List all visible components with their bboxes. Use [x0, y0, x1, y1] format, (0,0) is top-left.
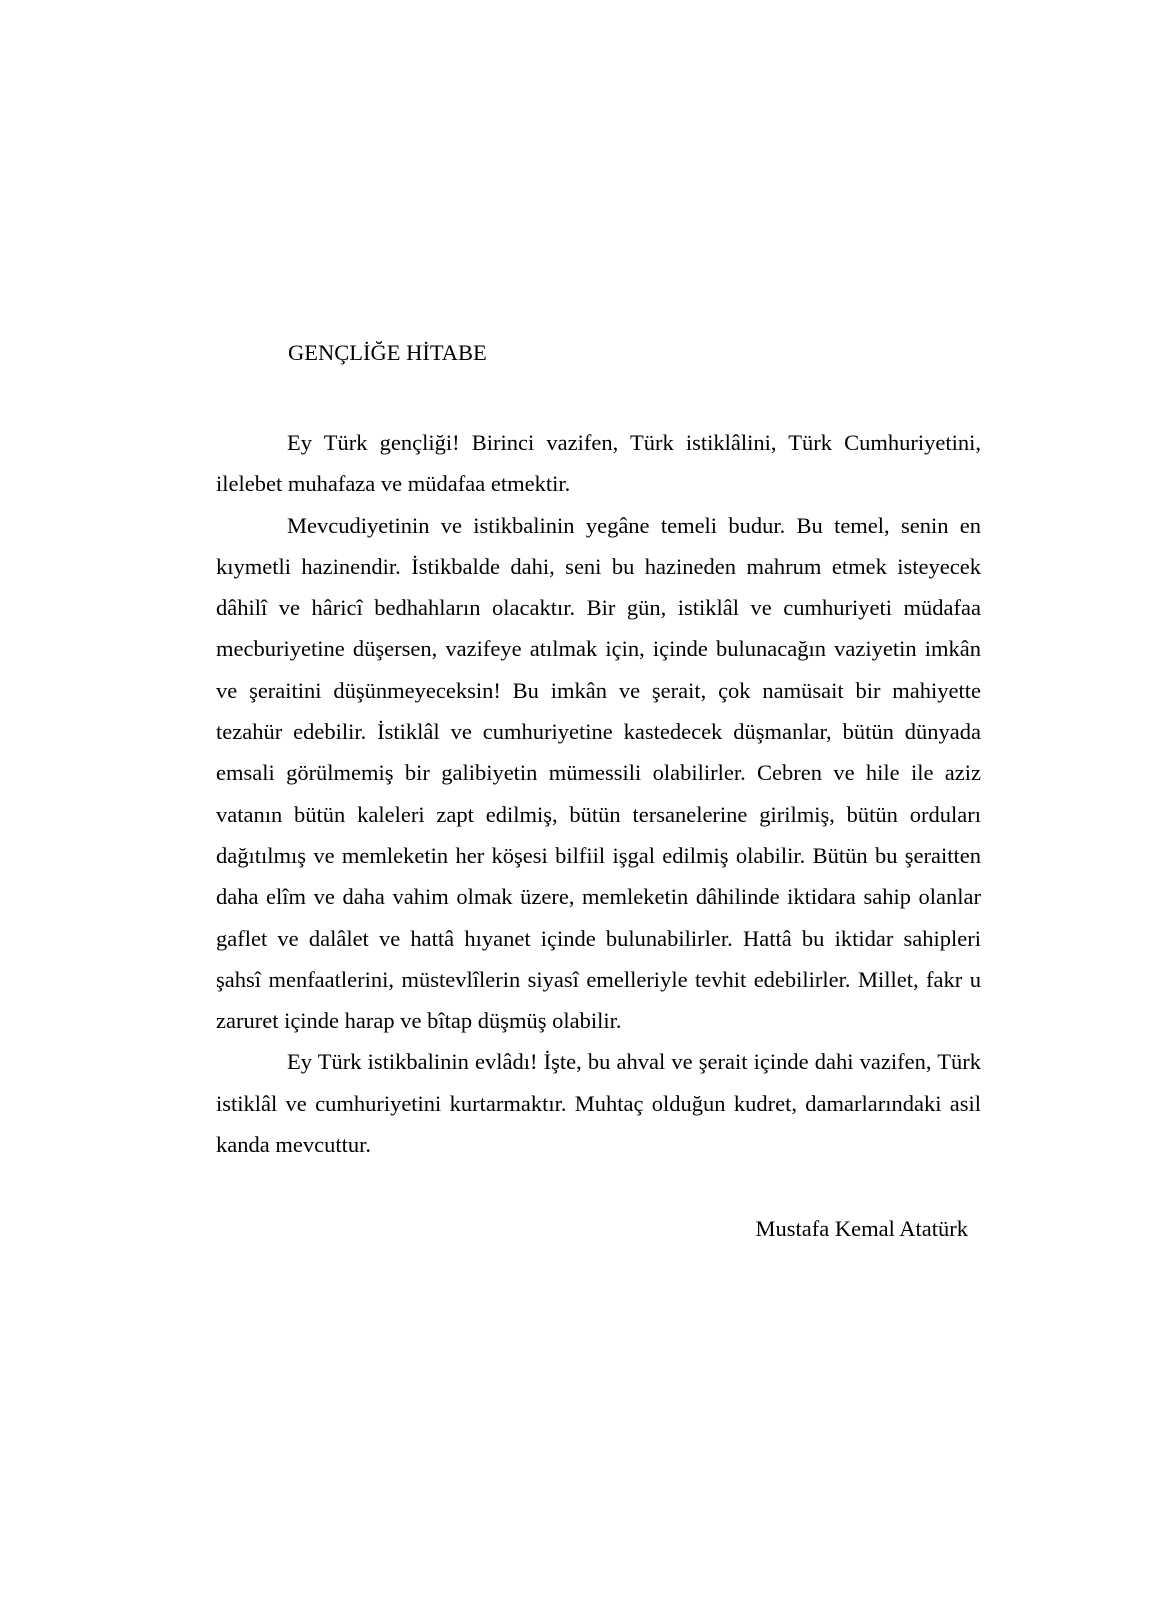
- paragraph-2: Mevcudiyetinin ve istikbalinin yegâne temeli budur. Bu temel, senin en kıymetli hazinendir. İstikbalde dahi, seni bu hazineden mahrum etmek isteyecek dâhilî ve hâricî bedhahların olacaktır. Bir gün, istiklâl ve cumhuriyeti müdafaa mecburiyetine düşersen, vazifeye atılmak için, içinde bulunacağın vaziyetin imkân ve şeraitini düşünmeyeceksin! Bu imkân ve şerait, çok namüsait bir mahiyette tezahür edebilir. İstiklâl ve cumhuriyetine kastedecek düşmanlar, bütün dünyada emsali görülmemiş bir galibiyetin mümessili olabilirler. Cebren ve hile ile aziz vatanın bütün kaleleri zapt edilmiş, bütün tersanelerine girilmiş, bütün orduları dağıtılmış ve memleketin her köşesi bilfiil işgal edilmiş olabilir. Bütün bu şeraitten daha elîm ve daha vahim olmak üzere, memleketin dâhilinde iktidara sahip olanlar gaflet ve dalâlet ve hattâ hıyanet içinde bulunabilirler. Hattâ bu iktidar sahipleri şahsî menfaatlerini, müstevlîlerin siyasî emelleriyle tevhit edebilirler. Millet, fakr u zaruret içinde harap ve bîtap düşmüş olabilir.: [216, 512, 981, 1034]
- document-title: GENÇLİĞE HİTABE: [288, 340, 487, 365]
- signature: Mustafa Kemal Atatürk: [755, 1216, 968, 1241]
- paragraph-3: Ey Türk istikbalinin evlâdı! İşte, bu ahval ve şerait içinde dahi vazifen, Türk istiklâl ve cumhuriyetini kurtarmaktır. Muhtaç olduğun kudret, damarlarındaki asil kanda mevcuttur.: [216, 1049, 981, 1158]
- paragraph-1: Ey Türk gençliği! Birinci vazifen, Türk istiklâlini, Türk Cumhuriyetini, ilelebet muhafaza ve müdafaa etmektir.: [216, 430, 981, 497]
- document-body: [216, 422, 981, 1165]
